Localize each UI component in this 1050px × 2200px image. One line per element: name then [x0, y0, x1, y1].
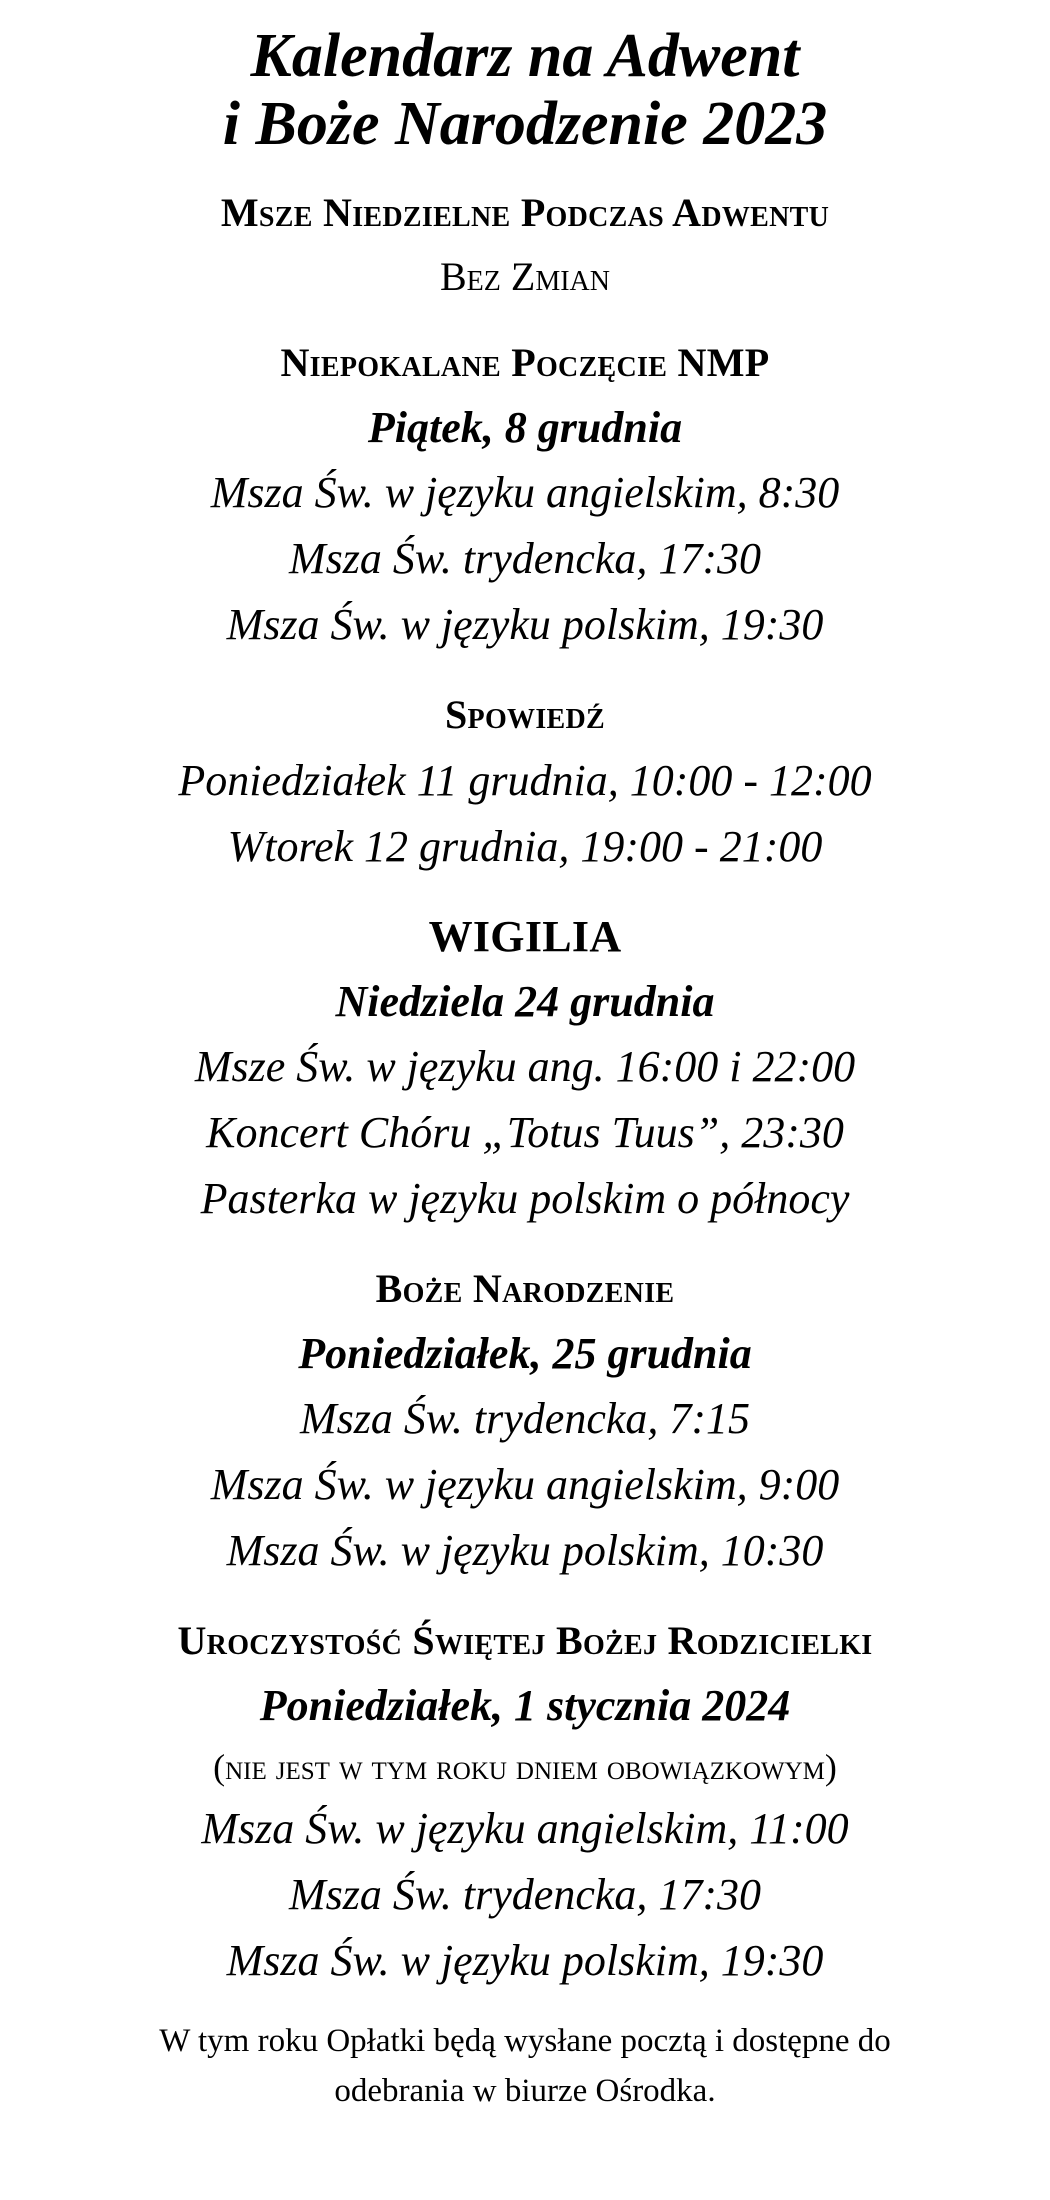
section-date: Poniedziałek, 1 stycznia 2024 — [259, 1681, 791, 1730]
mass-time-line: Msza Św. trydencka, 17:30 — [288, 1870, 762, 1919]
mass-time-line: Msza Św. w języku angielskim, 11:00 — [201, 1804, 849, 1853]
section-date: Poniedziałek, 25 grudnia — [298, 1329, 752, 1378]
mass-time-line: Msza Św. w języku polskim, 19:30 — [226, 600, 824, 649]
section-sunday-masses — [0, 180, 1050, 308]
section-subheading: Bez Zmian — [440, 254, 610, 299]
mass-time-line: Msze Św. w języku ang. 16:00 i 22:00 — [194, 1042, 856, 1091]
mass-time-line: Pasterka w języku polskim o północy — [200, 1174, 850, 1223]
footer-line-1: W tym roku Opłatki będą wysłane pocztą i dostępne do — [159, 2023, 891, 2059]
section-heading: Boże Narodzenie — [375, 1266, 675, 1311]
mass-time-line: Msza Św. trydencka, 17:30 — [288, 534, 762, 583]
page-title-line-2: i Boże Narodzenie 2023 — [222, 90, 828, 158]
footer-note — [0, 2016, 1050, 2116]
mass-time-line: Msza Św. w języku angielskim, 9:00 — [210, 1460, 840, 1509]
section-christmas-day — [0, 1256, 1050, 1584]
section-heading: Niepokalane Poczęcie NMP — [280, 340, 770, 385]
confession-time-line: Wtorek 12 grudnia, 19:00 - 21:00 — [227, 822, 823, 871]
section-heading: WIGILIA — [428, 912, 622, 961]
section-heading: Uroczystość Świętej Bożej Rodzicielki — [177, 1618, 873, 1663]
section-date: Niedziela 24 grudnia — [335, 977, 715, 1026]
section-christmas-eve — [0, 904, 1050, 1232]
concert-time-line: Koncert Chóru „Totus Tuus”, 23:30 — [206, 1108, 844, 1157]
mass-time-line: Msza Św. w języku polskim, 19:30 — [226, 1936, 824, 1985]
section-immaculate-conception — [0, 330, 1050, 658]
section-note: (nie jest w tym roku dniem obowiązkowym) — [213, 1747, 837, 1787]
page-title — [0, 0, 1050, 158]
mass-time-line: Msza Św. w języku angielskim, 8:30 — [210, 468, 840, 517]
section-confession — [0, 682, 1050, 880]
page-title-line-1: Kalendarz na Adwent — [250, 22, 800, 90]
section-heading: Spowiedź — [445, 692, 605, 737]
mass-time-line: Msza Św. w języku polskim, 10:30 — [226, 1526, 824, 1575]
footer-line-2: odebrania w biurze Ośrodka. — [334, 2073, 716, 2109]
section-mother-of-god — [0, 1608, 1050, 1994]
section-heading: Msze Niedzielne Podczas Adwentu — [220, 190, 830, 235]
confession-time-line: Poniedziałek 11 grudnia, 10:00 - 12:00 — [178, 756, 872, 805]
section-date: Piątek, 8 grudnia — [367, 403, 683, 452]
mass-time-line: Msza Św. trydencka, 7:15 — [299, 1394, 751, 1443]
